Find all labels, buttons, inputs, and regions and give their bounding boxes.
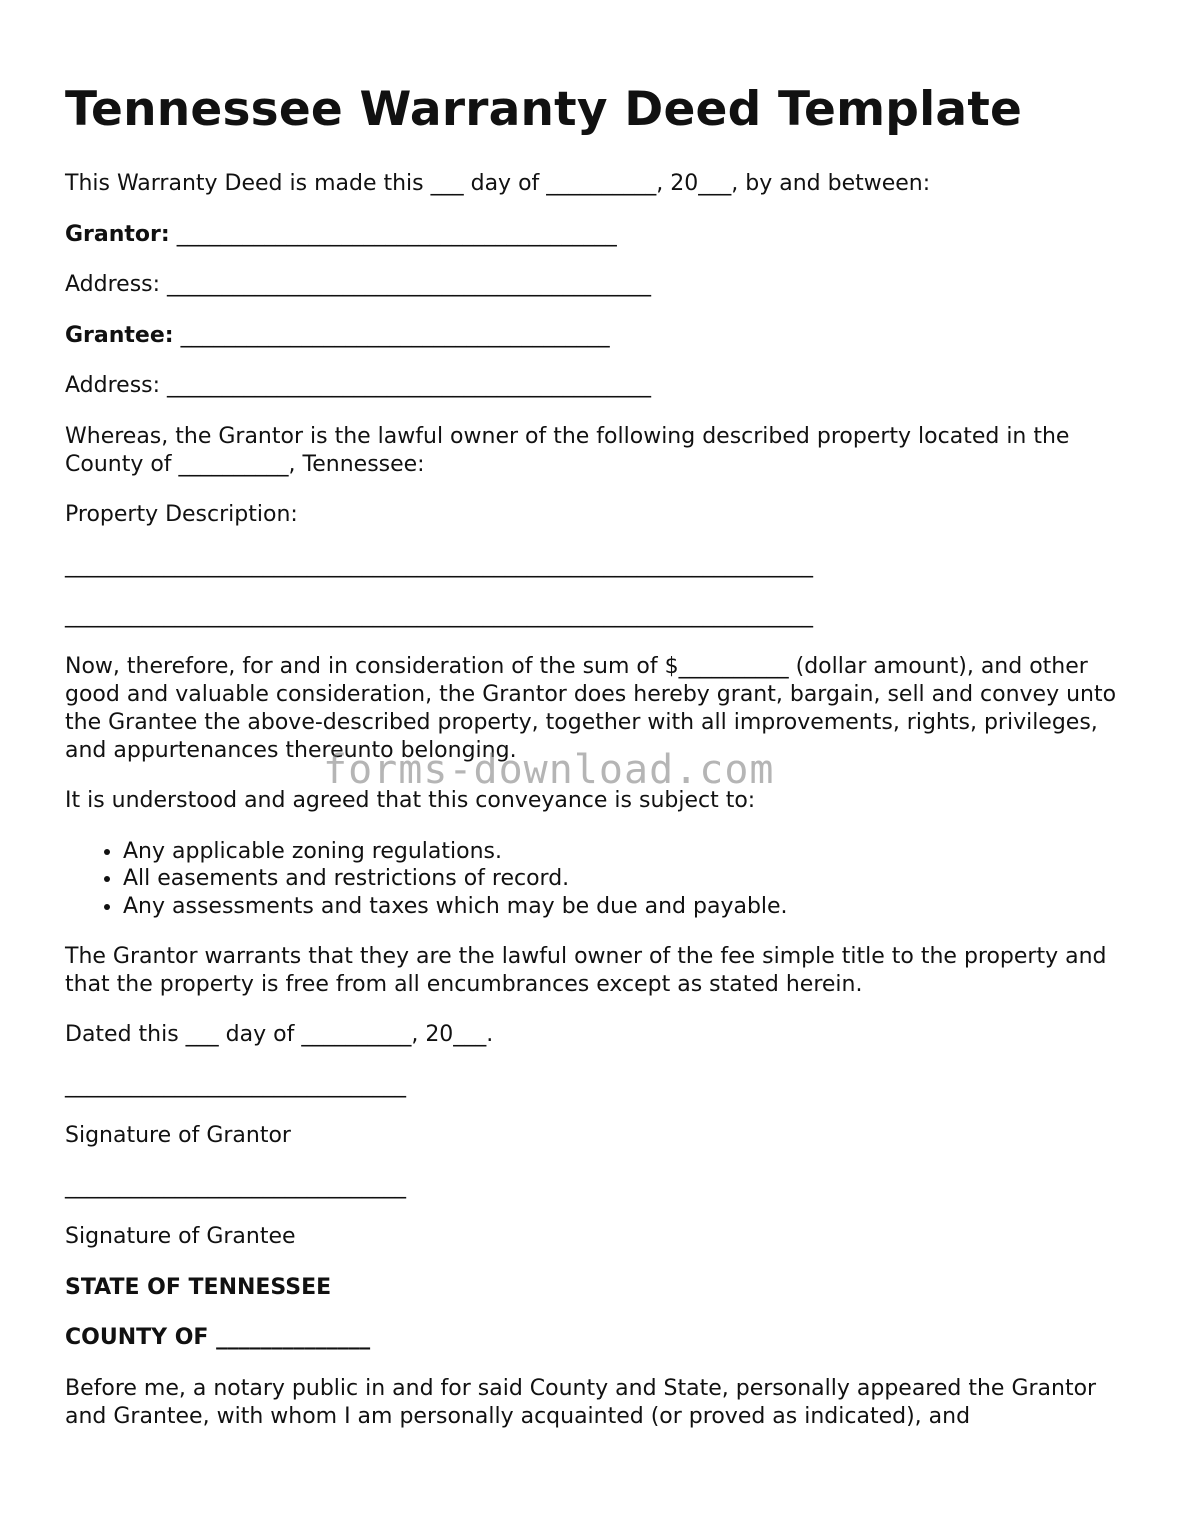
grantee-address-line bbox=[65, 372, 1125, 400]
grantee-label: Grantee: bbox=[65, 322, 174, 348]
grantor-address-label: Address: bbox=[65, 272, 161, 297]
notary-paragraph: Before me, a notary public in and for said County and State, personally appeared the Grantor and Grantee, with whom I am personally acquainted (or proved as indicated), and bbox=[65, 1375, 1104, 1429]
grantor-label: Grantor: bbox=[65, 221, 170, 247]
watermark-text: forms-download.com bbox=[323, 747, 775, 793]
subject-to-list bbox=[65, 838, 1125, 921]
property-description-line-1: ____________________________________________________________________ bbox=[65, 552, 813, 578]
grantor-signature-label: Signature of Grantor bbox=[65, 1123, 291, 1148]
whereas-paragraph: Whereas, the Grantor is the lawful owner of the following described property located in the County of __________, Tennessee: bbox=[65, 423, 1077, 477]
grantor-line bbox=[65, 221, 1125, 249]
list-item: • Any assessments and taxes which may be due and payable. bbox=[123, 893, 1125, 921]
county-heading: COUNTY OF ______________ bbox=[65, 1325, 371, 1350]
intro-paragraph: This Warranty Deed is made this ___ day of __________, 20___, by and between: bbox=[65, 171, 931, 196]
property-description-label: Property Description: bbox=[65, 502, 298, 527]
grantee-signature-label: Signature of Grantee bbox=[65, 1224, 296, 1249]
document-page bbox=[65, 78, 1125, 1453]
dated-line: Dated this ___ day of __________, 20___. bbox=[65, 1022, 494, 1047]
grantee-line bbox=[65, 322, 1125, 350]
grantee-signature-line: _______________________________ bbox=[65, 1173, 406, 1199]
list-item: • Any applicable zoning regulations. bbox=[123, 838, 1125, 866]
document-title: Tennessee Warranty Deed Template bbox=[65, 82, 1023, 137]
grantor-blank: ________________________________________ bbox=[169, 221, 617, 247]
warranty-paragraph: The Grantor warrants that they are the lawful owner of the fee simple title to the property and that the property is free from all encumbrances except as stated herein. bbox=[65, 943, 1114, 997]
grantee-blank: _______________________________________ bbox=[173, 322, 610, 348]
state-heading: STATE OF TENNESSEE bbox=[65, 1274, 332, 1300]
grantor-signature-line: _______________________________ bbox=[65, 1072, 406, 1098]
grantor-address-blank: ____________________________________________ bbox=[160, 272, 652, 297]
grantee-address-blank: ____________________________________________ bbox=[160, 373, 652, 398]
consideration-paragraph: Now, therefore, for and in consideration of the sum of $__________ (dollar amount), and other good and valuable consideration, the Grantor does hereby grant, bargain, sell and convey unto the Grantee the above-described property, together with all improvements, rights, privileges, and appurtenances thereunto belonging. bbox=[65, 653, 1124, 763]
list-item: • All easements and restrictions of record. bbox=[123, 865, 1125, 893]
property-description-line-2: ____________________________________________________________________ bbox=[65, 603, 813, 628]
grantee-address-label: Address: bbox=[65, 373, 161, 398]
grantor-address-line bbox=[65, 271, 1125, 299]
subject-to-intro: It is understood and agreed that this conveyance is subject to: bbox=[65, 788, 756, 813]
